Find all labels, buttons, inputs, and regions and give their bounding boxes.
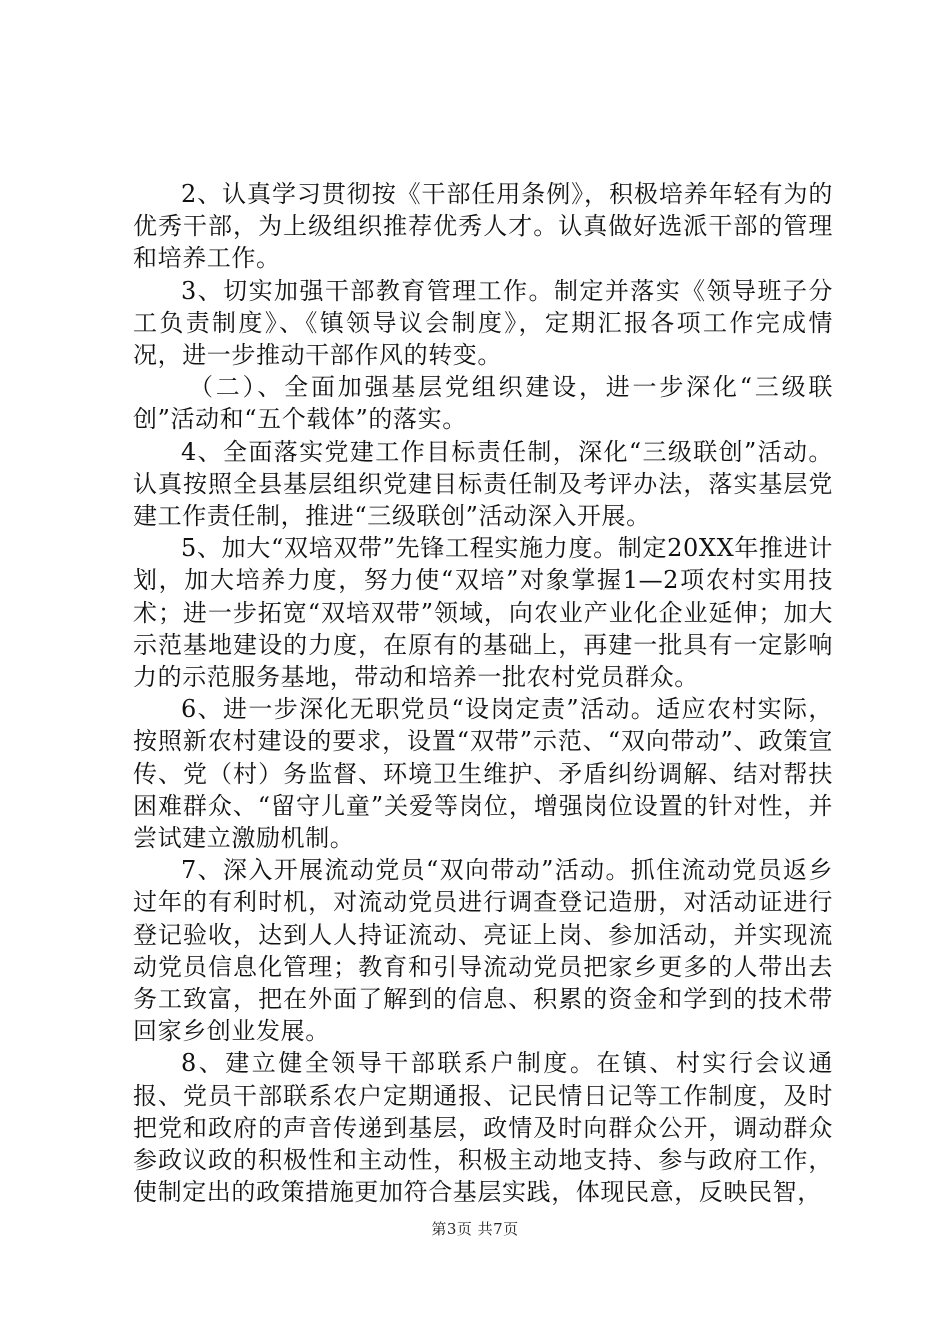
paragraph-item-5: 5、加大“双培双带”先锋工程实施力度。制定20XX年推进计划，加大培养力度，努力使“双培”对象掌握1—2项农村实用技术；进一步拓宽“双培双带”领域，向农业产业化企业延伸；加大示范基地建设的力度，在原有的基础上，再建一批具有一定影响力的示范服务基地，带动和培养一批农村党员群众。 <box>133 534 833 692</box>
page-number-footer: 第3页 共7页 <box>431 1220 519 1238</box>
paragraph-item-7: 7、深入开展流动党员“双向带动”活动。抓住流动党员返乡过年的有利时机，对流动党员进行调查登记造册，对活动证进行登记验收，达到人人持证流动、亮证上岗、参加活动，并实现流动党员信息化管理；教育和引导流动党员把家乡更多的人带出去务工致富，把在外面了解到的信息、积累的资金和学到的技术带回家乡创业发展。 <box>133 856 833 1046</box>
paragraph-item-2: 2、认真学习贯彻按《干部任用条例》，积极培养年轻有为的优秀干部，为上级组织推荐优秀人才。认真做好选派干部的管理和培养工作。 <box>133 180 833 273</box>
paragraph-item-8: 8、建立健全领导干部联系户制度。在镇、村实行会议通报、党员干部联系农户定期通报、记民情日记等工作制度，及时把党和政府的声音传递到基层，政情及时向群众公开，调动群众参政议政的积极性和主动性，积极主动地支持、参与政府工作，使制定出的政策措施更加符合基层实践，体现民意，反映民智， <box>133 1049 833 1207</box>
document-body <box>133 178 833 1209</box>
paragraph-item-4: 4、全面落实党建工作目标责任制，深化“三级联创”活动。认真按照全县基层组织党建目标责任制及考评办法，落实基层党建工作责任制，推进“三级联创”活动深入开展。 <box>133 437 833 531</box>
paragraph-item-6: 6、进一步深化无职党员“设岗定责”活动。适应农村实际，按照新农村建设的要求，设置“双带”示范、“双向带动”、政策宣传、党（村）务监督、环境卫生维护、矛盾纠纷调解、结对帮扶困难群众、“留守儿童”关爱等岗位，增强岗位设置的针对性，并尝试建立激励机制。 <box>133 695 833 853</box>
section-heading-2: （二）、全面加强基层党组织建设，进一步深化“三级联创”活动和“五个载体”的落实。 <box>133 373 833 434</box>
paragraph-item-3: 3、切实加强干部教育管理工作。制定并落实《领导班子分工负责制度》、《镇领导议会制度》，定期汇报各项工作完成情况，进一步推动干部作风的转变。 <box>133 276 833 370</box>
